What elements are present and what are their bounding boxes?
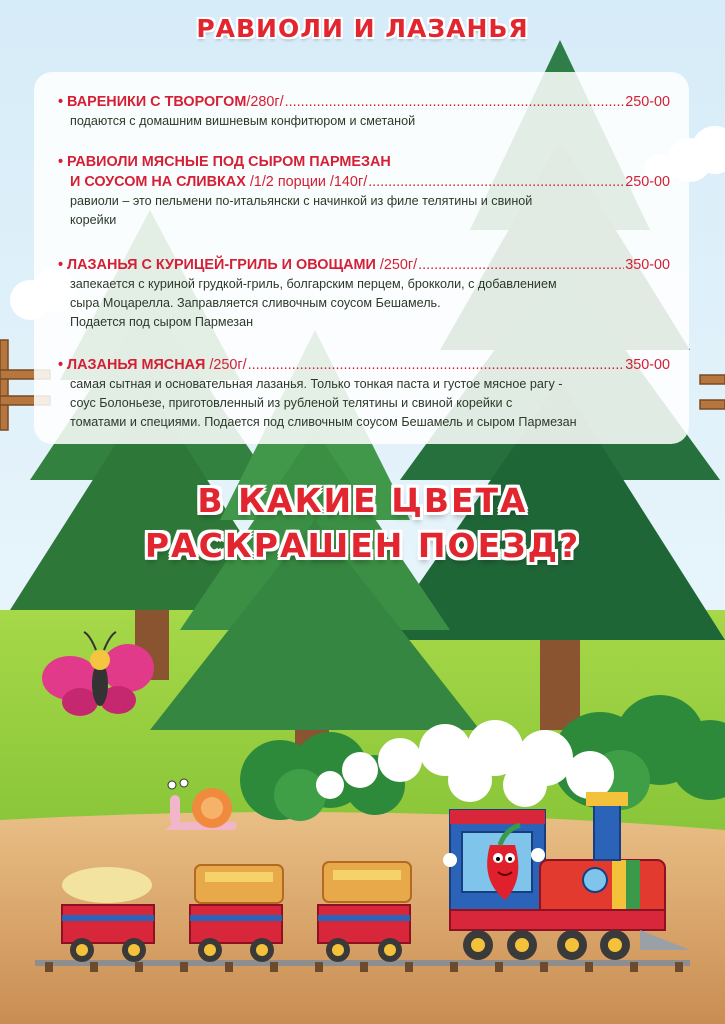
item-name: ЛАЗАНЬЯ МЯСНАЯ	[67, 357, 206, 373]
description-line: соус Болоньезе, приготовленный из рубленой телятины и свиной корейки с	[70, 396, 513, 410]
item-description: подаются с домашним вишневым конфитюром и сметаной	[70, 114, 416, 128]
item-price: 350-00	[625, 357, 670, 373]
item-description	[58, 192, 670, 230]
description-line: сыра Моцарелла. Заправляется сливочным соусом Бешамель.	[70, 296, 441, 310]
menu-item-lasagna-meat	[58, 355, 670, 432]
item-name: ЛАЗАНЬЯ С КУРИЦЕЙ-ГРИЛЬ И ОВОЩАМИ	[67, 257, 376, 273]
menu-item-lasagna-chicken	[58, 255, 670, 332]
bullet: •	[58, 154, 64, 170]
item-weight: /1/2 порции /140г/	[249, 174, 368, 190]
bullet: •	[58, 94, 64, 110]
leader-dots	[418, 255, 624, 275]
description-line: равиоли – это пельмени по-итальянски с начинкой из филе телятины и свиной	[70, 194, 533, 208]
item-description	[58, 375, 670, 432]
item-name-line2: И СОУСОМ НА СЛИВКАХ	[70, 174, 246, 190]
description-line: корейки	[70, 213, 117, 227]
item-name: РАВИОЛИ МЯСНЫЕ ПОД СЫРОМ ПАРМЕЗАН	[67, 154, 391, 170]
menu-item-ravioli	[58, 152, 670, 230]
item-price: 350-00	[625, 257, 670, 273]
quiz-line-1: В КАКИЕ ЦВЕТА	[197, 481, 528, 520]
item-price: 250-00	[625, 94, 670, 110]
item-weight: /250г/	[379, 257, 418, 273]
description-line: Подается под сыром Пармезан	[70, 315, 254, 329]
quiz-question	[0, 478, 725, 568]
item-weight: /280г/	[246, 94, 284, 110]
item-weight: /250г/	[209, 357, 247, 373]
item-name: ВАРЕНИКИ С ТВОРОГОМ	[67, 94, 247, 110]
item-description	[58, 275, 670, 332]
leader-dots	[368, 172, 624, 192]
bullet: •	[58, 357, 64, 373]
description-line: самая сытная и основательная лазанья. Только тонкая паста и густое мясное рагу -	[70, 377, 563, 391]
item-price: 250-00	[625, 174, 670, 190]
leader-dots	[285, 92, 625, 112]
menu-card	[34, 72, 689, 444]
quiz-line-2: РАСКРАШЕН ПОЕЗД?	[144, 526, 581, 565]
bullet: •	[58, 257, 64, 273]
description-line: запекается с куриной грудкой-гриль, болгарским перцем, брокколи, с добавлением	[70, 277, 557, 291]
page-title: РАВИОЛИ И ЛАЗАНЬЯ	[196, 14, 529, 43]
menu-item-vareniki	[58, 92, 670, 131]
leader-dots	[248, 355, 625, 375]
description-line: томатами и специями. Подается под сливочным соусом Бешамель и сыром Пармезан	[70, 415, 577, 429]
